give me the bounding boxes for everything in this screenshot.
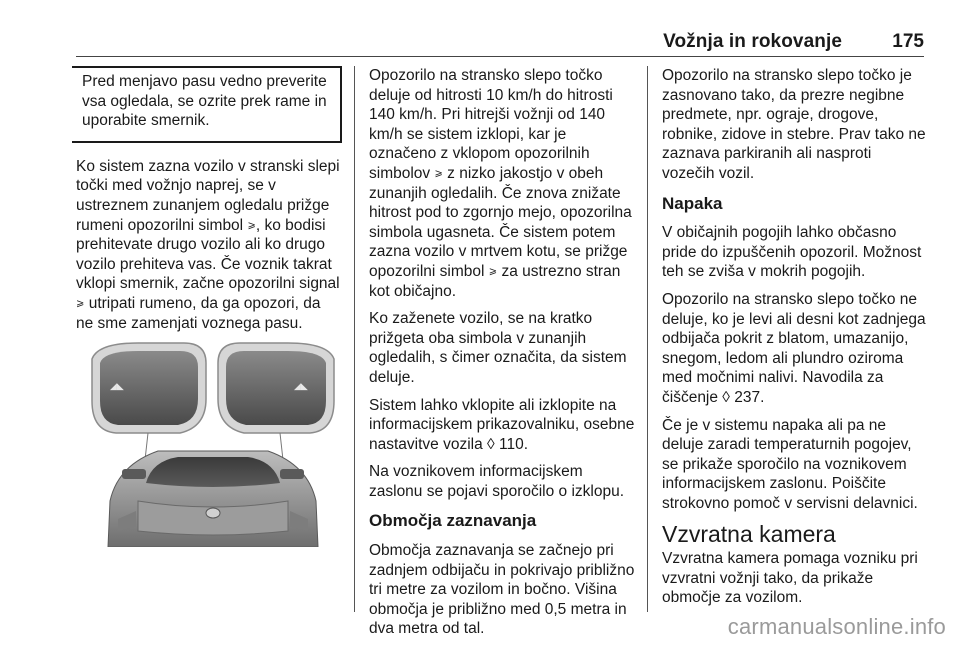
- paragraph-deactivation-message: Na voznikovem informacijskem zaslonu se pojavi sporočilo o izklopu.: [369, 463, 625, 500]
- blind-spot-warning-icon: ◢◣: [294, 382, 308, 392]
- blind-spot-warning-icon: ⩾: [488, 265, 498, 277]
- heading-detection-zones: Območja zaznavanja: [369, 511, 537, 531]
- paragraph-covered-bumper: Opozorilo na stransko slepo točko ne deluje, ko je levi ali desni kot zadnjega odbijača pokrit z blatom, umazanijo, snegom, ledom ali plundro oziroma med močnimi nalivi. Navodila za čiščenje ◊ 237.: [662, 290, 926, 406]
- right-mirror-glass: [226, 351, 326, 425]
- paragraph-rear-camera: Vzvratna kamera pomaga vozniku pri vzvratni vožnji tako, da prikaže območje za vozilom.: [662, 550, 918, 607]
- paragraph-speed-range: Opozorilo na stransko slepo točko deluje od hitrosti 10 km/h do hitrosti 140 km/h. Pri hitrejši vožnji od 140 km/h se sistem izklopi, kar je označeno z vklopom opozorilnih simbolov ⩾ z nizko jakostjo v obeh zunanjih ogledalih. Če znova znižate hitrost pod to zgornjo mejo, opozorilna simbola ugasneta. Če sistem potem zazna vozilo v mrtvem kotu, se prižge opozorilni simbol ⩾ za ustrezno stran kot običajno.: [369, 67, 632, 300]
- column-1: [76, 66, 342, 341]
- paragraph-ignored-objects: Opozorilo na stransko slepo točko je zasnovano tako, da prezre negibne predmete, npr. ograje, drogove, robnike, zidove in stebre. Prav tako ne zaznava parkiranih ali nasproti vozečih vozil.: [662, 67, 926, 182]
- column-3: [662, 66, 928, 616]
- rear-window: [146, 457, 280, 487]
- blind-spot-warning-icon: ◢◣: [110, 382, 124, 392]
- section-title-rear-camera: Vzvratna kamera: [662, 521, 836, 548]
- paragraph-missed-alerts: V običajnih pogojih lahko občasno pride do izpuščenih opozoril. Možnost teh se zviša v mokrih pogojih.: [662, 224, 922, 281]
- blind-spot-warning-icon: ⩾: [247, 219, 256, 231]
- side-mirror-illustration: [88, 341, 338, 547]
- blind-spot-warning-icon: ⩾: [434, 167, 443, 179]
- paragraph-enable-disable: Sistem lahko vklopite ali izklopite na informacijskem prikazovalniku, osebne nastavitve vozila ◊ 110.: [369, 396, 635, 453]
- header-rule: [76, 56, 924, 57]
- paragraph-detection-zones: Območja zaznavanja se začnejo pri zadnjem odbijaču in pokrivajo približno tri metre za vozilom in bočno. Višina območja je približno med 0,5 metra in dva metra od tal.: [369, 542, 635, 638]
- note-text: Pred menjavo pasu vedno preverite vsa ogledala, se ozrite prek rame in uporabite smernik.: [82, 73, 327, 130]
- blind-spot-warning-icon: ⩾: [76, 297, 85, 309]
- column-divider-1: [354, 66, 355, 612]
- column-divider-2: [647, 66, 648, 612]
- watermark: carmanualsonline.info: [727, 614, 946, 639]
- brand-logo: [206, 508, 220, 518]
- paragraph-startup-check: Ko zaženete vozilo, se na kratko prižgeta oba simbola v zunanjih ogledalih, s čimer označita, da sistem deluje.: [369, 310, 627, 386]
- paragraph-system-fault: Če je v sistemu napaka ali pa ne deluje zaradi temperaturnih pogojev, se prikaže sporočilo na voznikovem informacijskem zaslonu. Poiščite strokovno pomoč v servisni delavnici.: [662, 416, 918, 512]
- paragraph-blind-spot-detection: Ko sistem zazna vozilo v stranski slepi točki med vožnjo naprej, se v ustreznem zunanjem ogledalu prižge rumeni opozorilni simbol ⩾, ko bodisi prehitevate drugo vozilo ali ko drugo vozilo prehiteva vas. Če voznik takrat vklopi smernik, začne opozorilni signal ⩾ utripati rumeno, da ga opozori, da ne sme zamenjati voznega pasu.: [76, 157, 340, 332]
- column-2: [369, 66, 635, 647]
- warning-note-box: [72, 66, 342, 143]
- page-header-title: Vožnja in rokovanje: [663, 31, 842, 52]
- page-number: 175: [892, 31, 924, 52]
- heading-fault: Napaka: [662, 193, 723, 213]
